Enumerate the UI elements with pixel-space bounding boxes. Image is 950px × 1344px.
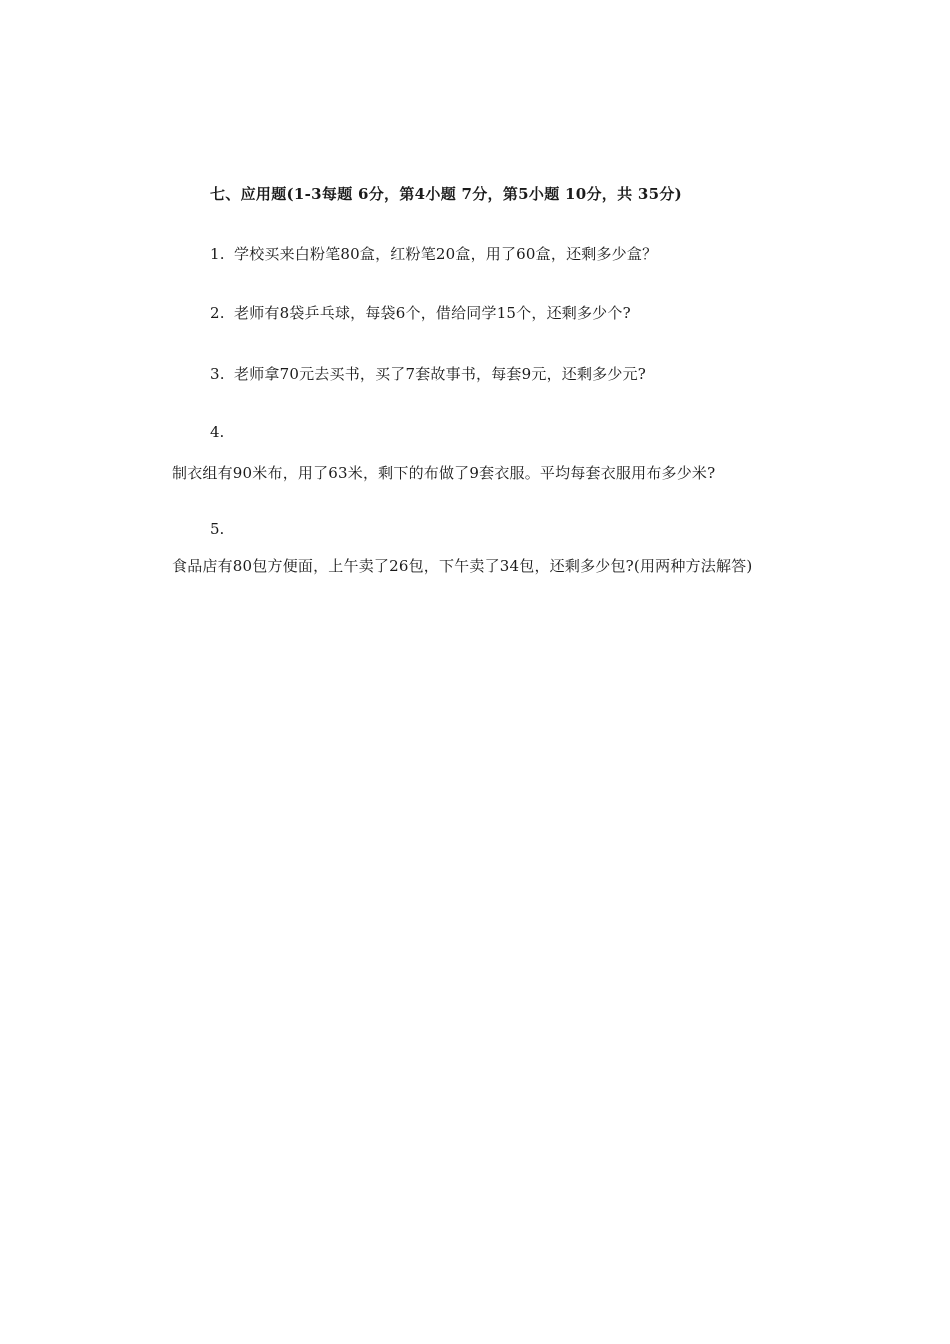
- question-2-text: 老师有8袋乒乓球，每袋6个，借给同学15个，还剩多少个?: [234, 304, 631, 322]
- question-5-number: 5.: [210, 520, 225, 538]
- question-1-text: 学校买来白粉笔80盒，红粉笔20盒，用了60盒，还剩多少盒？: [234, 245, 658, 263]
- question-3-number: 3.: [210, 365, 225, 383]
- question-4-text: 制衣组有90米布，用了63米，剩下的布做了9套衣服。平均每套衣服用布多少米?: [172, 464, 716, 482]
- question-1-number: 1.: [210, 245, 225, 263]
- section-title: 七、应用题(1-3每题 6分，第4小题 7分，第5小题 10分，共 35分): [210, 185, 683, 203]
- question-2: [210, 302, 631, 323]
- question-5-text: 食品店有80包方便面，上午卖了26包，下午卖了34包，还剩多少包?(用两种方法解答): [172, 557, 753, 575]
- question-4-number: 4.: [210, 423, 225, 441]
- question-2-number: 2.: [210, 304, 225, 322]
- question-1: [210, 243, 657, 264]
- question-3: [210, 363, 646, 384]
- question-3-text: 老师拿70元去买书，买了7套故事书，每套9元，还剩多少元?: [234, 365, 647, 383]
